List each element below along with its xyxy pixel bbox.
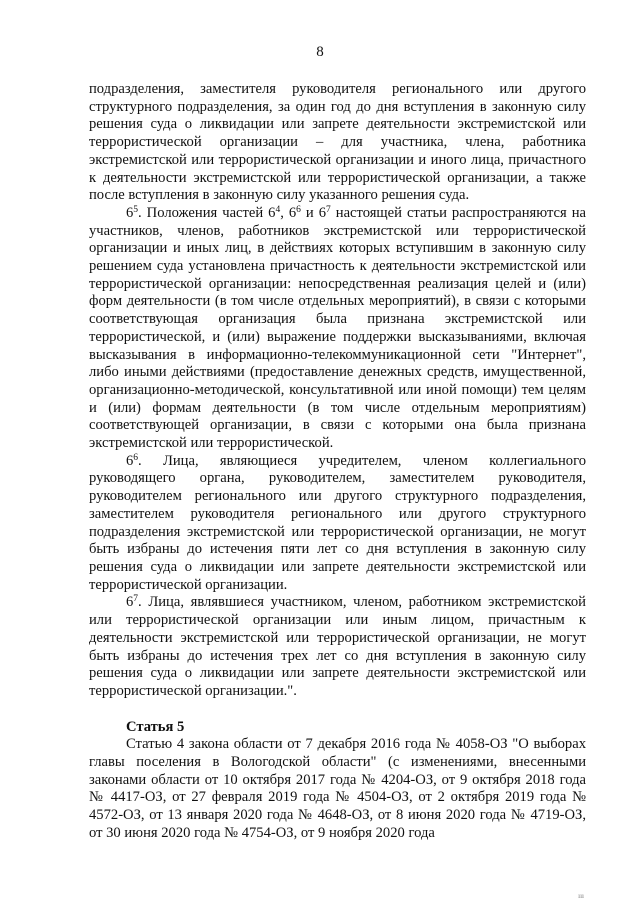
paragraph-text: . Лица, являвшиеся участником, членом, работником экстремистской или террористической организации или иным лицом, причастным к деятельности экстремистской или террористической организации, не могут быть избраны до истечения трех лет со дня вступления в законную силу решения суда о ликвидации или запрете деятельности экстремистской или террористической организации.". (89, 594, 586, 699)
paragraph-text-part: и 6 (300, 204, 327, 221)
paragraph-number-superscript: 6 (133, 452, 139, 463)
article-paragraph (89, 736, 586, 842)
document-body (89, 81, 586, 843)
paragraph-6-6 (89, 453, 586, 595)
corner-mark: ııı (578, 892, 584, 900)
paragraph-number-superscript: 7 (133, 594, 139, 605)
paragraph-number: 6 (126, 452, 134, 469)
part-superscript: 4 (275, 204, 281, 215)
paragraph-number-superscript: 5 (133, 204, 139, 215)
paragraph-text-part: , 6 (280, 204, 297, 221)
part-superscript: 7 (326, 204, 331, 215)
paragraph-text: . Лица, являющиеся учредителем, членом коллегиального руководящего органа, руководителем, заместителем руководителя, руководителем регионального или другого структурного подразделения, заместителем руководителя регионального или другого структурного подразделения экстремистской или террористической организации, не могут быть избраны до истечения пяти лет со дня вступления в законную силу решения суда о ликвидации или запрете деятельности экстремистской или террористической организации. (89, 452, 586, 593)
article-text: Статью 4 закона области от 7 декабря 2016 года № 4058-ОЗ "О выборах главы поселения в Вологодской области" (с изменениями, внесенными законами области от 10 октября 2017 года № 4204-ОЗ, от 9 октября 2018 года № 4417-ОЗ, от 27 февраля 2019 года № 4504-ОЗ, от 2 октября 2019 года № 4572-ОЗ, от 13 января 2020 года № 4648-ОЗ, от 8 июня 2020 года № 4719-ОЗ, от 30 июня 2020 года № 4754-ОЗ, от 9 ноября 2020 года (89, 736, 586, 841)
paragraph-text: подразделения, заместителя руководителя регионального или другого структурного подразделения, за один год до дня вступления в законную силу решения суда о ликвидации или запрете деятельности экстремистской или террористической организации – для участника, члена, работника экстремистской или террористической организации и иного лица, причастного к деятельности экстремистской или террористической организации, а также после вступления в законную силу указанного решения суда. (89, 81, 586, 204)
paragraph-number: 6 (126, 204, 134, 221)
paragraph-text: настоящей статьи распространяются на участников, членов, работников экстремистской или террористической организации и иных лиц, в действиях которых вступившим в законную силу решением суда установлена причастность к деятельности экстремистской или террористической организации: непосредственная реализация целей и (или) форм деятельности (в том числе отдельных мероприятий), в связи с которыми соответствующая организация была признана экстремистской или террористической, и (или) выражение поддержки высказываниями, включая высказывания в информационно-телекоммуникационной сети "Интернет", либо иными действиями (предоставление денежных средств, имущественной, организационно-методической, консультативной или иной помощи) тем целям и (или) формам деятельности (в том числе отдельным мероприятиям) соответствующей организации, в связи с которыми она была признана экстремистской или террористической. (89, 204, 586, 452)
page-number: 8 (316, 44, 324, 60)
paragraph-6-7 (89, 594, 586, 700)
paragraph-6-5 (89, 205, 586, 453)
article-heading: Статья 5 (126, 718, 185, 735)
paragraph-number: 6 (126, 594, 134, 611)
paragraph-continuation (89, 81, 586, 205)
section-gap (89, 701, 586, 719)
part-superscript: 6 (296, 204, 301, 215)
paragraph-text-part: . Положения частей 6 (138, 204, 276, 221)
